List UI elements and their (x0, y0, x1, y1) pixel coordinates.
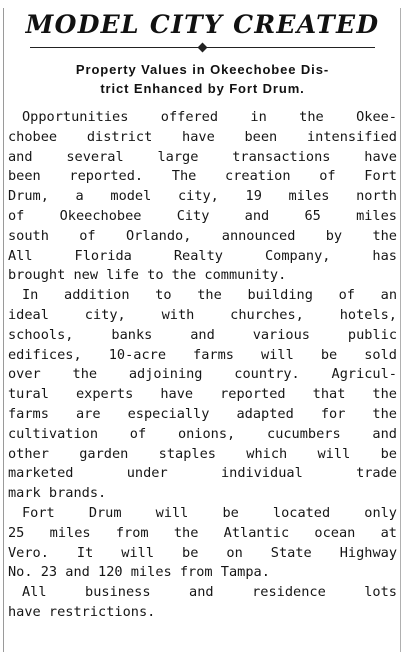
body-line: south of Orlando, announced by the (8, 227, 397, 244)
body-line: chobee district have been intensified (8, 128, 397, 145)
body-line: 25 miles from the Atlantic ocean at (8, 524, 397, 541)
article-paragraph (8, 286, 397, 504)
body-line: other garden staples which will be (8, 445, 397, 462)
body-line: marketed under individual trade (8, 465, 397, 482)
divider-ornament-icon (197, 43, 207, 53)
body-line: No. 23 and 120 miles from Tampa. (8, 564, 270, 581)
clipping-right-edge (400, 8, 401, 652)
body-line: In addition to the building of an (22, 287, 397, 304)
body-line: over the adjoining country. Agricul- (8, 366, 397, 383)
body-line: of Okeechobee City and 65 miles (8, 207, 397, 224)
headline-divider (30, 41, 375, 53)
body-line: farms are especially adapted for the (8, 405, 397, 422)
body-line: schools, banks and various public (8, 326, 397, 343)
body-line: brought new life to the community. (8, 267, 287, 284)
body-line: Fort Drum will be located only (22, 504, 397, 521)
article-body (8, 108, 397, 623)
body-line: mark brands. (8, 485, 107, 502)
clipping-left-edge (3, 8, 4, 652)
body-line: ideal city, with churches, hotels, (8, 306, 397, 323)
article-subheadline (8, 60, 397, 98)
article-paragraph (8, 504, 397, 583)
body-line: been reported. The creation of Fort (8, 168, 397, 185)
body-line: cultivation of onions, cucumbers and (8, 425, 397, 442)
body-line: Drum, a model city, 19 miles north (8, 188, 397, 205)
body-line: have restrictions. (8, 603, 156, 620)
body-line: All Florida Realty Company, has (8, 247, 397, 264)
article-headline: MODEL CITY CREATED (25, 10, 380, 39)
subhead-line: trict Enhanced by Fort Drum. (100, 81, 305, 96)
body-line: Opportunities offered in the Okee- (22, 109, 397, 125)
body-line: tural experts have reported that the (8, 386, 397, 403)
body-line: edifices, 10-acre farms will be sold (8, 346, 397, 363)
body-line: and several large transactions have (8, 148, 397, 165)
body-line: All business and residence lots (22, 584, 397, 601)
body-line: Vero. It will be on State Highway (8, 544, 397, 561)
article-paragraph (8, 108, 397, 286)
article-paragraph (8, 583, 397, 623)
subhead-line: Property Values in Okeechobee Dis- (75, 62, 330, 77)
